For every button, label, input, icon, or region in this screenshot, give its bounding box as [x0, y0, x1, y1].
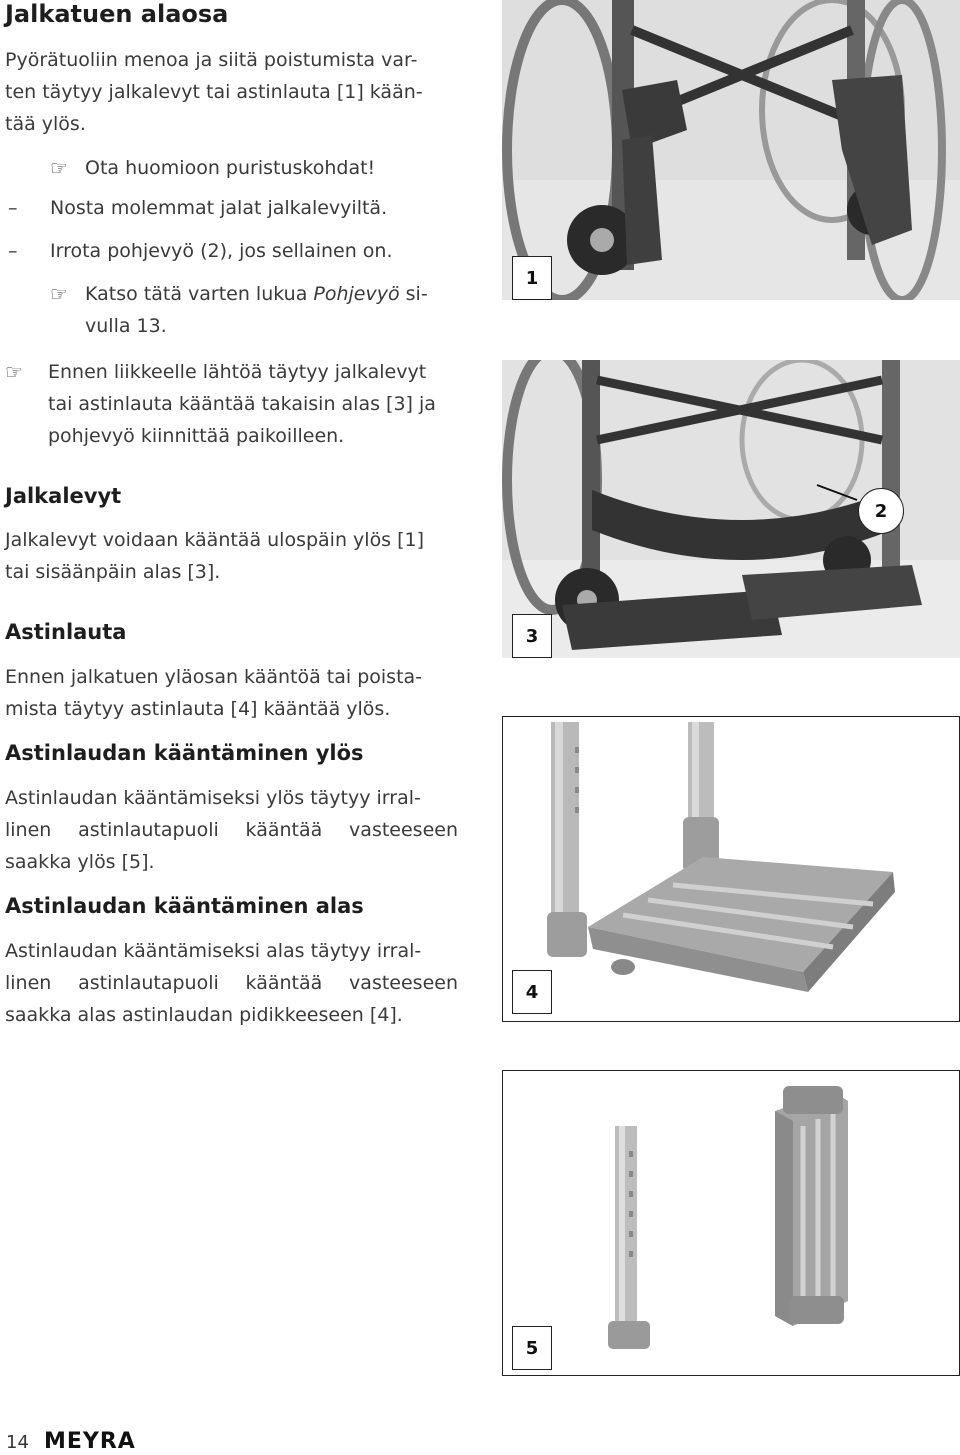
figure-1-photo — [502, 0, 960, 300]
meyra-logo: MEYRA — [44, 1429, 136, 1454]
step-remove-calf-strap: Irrota pohjevyö (2), jos sellainen on. — [50, 240, 393, 262]
turn-up-line-3: saakka ylös [5]. — [5, 851, 155, 873]
intro-line-1: Pyörätuoliin menoa ja siitä poistumista var- — [5, 49, 418, 71]
dash-bullet-icon: – — [8, 240, 18, 262]
figure-1-label: 1 — [512, 256, 552, 300]
jalkalevyt-line-2: tai sisäänpäin alas [3]. — [5, 561, 221, 583]
figure-5-frame — [502, 1070, 960, 1376]
turn-down-line-1: Astinlaudan kääntämiseksi alas täytyy irral- — [5, 940, 422, 962]
warning-line-3: pohjevyö kiinnittää paikoilleen. — [48, 425, 345, 447]
dash-bullet-icon: – — [8, 197, 18, 219]
figure-4-label: 4 — [512, 970, 552, 1014]
figure-3-label: 3 — [512, 614, 552, 658]
heading-turn-down: Astinlaudan kääntäminen alas — [5, 894, 364, 918]
note-see-chapter-italic: Pohjevyö — [313, 283, 400, 305]
step-lift-feet: Nosta molemmat jalat jalkalevyiltä. — [50, 197, 388, 219]
figure-5-label: 5 — [512, 1326, 552, 1370]
heading-turn-up: Astinlaudan kääntäminen ylös — [5, 741, 364, 765]
turn-up-line-1: Astinlaudan kääntämiseksi ylös täytyy irral- — [5, 787, 421, 809]
pointing-hand-icon: ☞ — [50, 282, 68, 306]
turn-down-line-3: saakka alas astinlaudan pidikkeeseen [4]. — [5, 1004, 403, 1026]
note-see-chapter — [85, 278, 428, 310]
pointing-hand-icon: ☞ — [5, 360, 23, 384]
note-see-chapter-page: vulla 13. — [85, 315, 167, 337]
intro-line-3: tää ylös. — [5, 113, 86, 135]
heading-astinlauta: Astinlauta — [5, 620, 127, 644]
figure-2-label: 2 — [858, 488, 904, 534]
page-title: Jalkatuen alaosa — [5, 0, 229, 28]
turn-down-line-2: linen astinlautapuoli kääntää vasteeseen — [5, 972, 458, 994]
note-see-chapter-pre: Katso tätä varten lukua — [85, 283, 314, 305]
turn-up-line-2: linen astinlautapuoli kääntää vasteeseen — [5, 819, 458, 841]
intro-line-2: ten täytyy jalkalevyt tai astinlauta [1] kään- — [5, 81, 423, 103]
page-number: 14 — [6, 1432, 29, 1453]
jalkalevyt-line-1: Jalkalevyt voidaan kääntää ulospäin ylös [1] — [5, 529, 425, 551]
warning-line-1: Ennen liikkeelle lähtöä täytyy jalkalevyt — [48, 361, 427, 383]
heading-jalkalevyt: Jalkalevyt — [5, 484, 122, 508]
astinlauta-line-2: mista täytyy astinlauta [4] kääntää ylös. — [5, 698, 391, 720]
astinlauta-line-1: Ennen jalkatuen yläosan kääntöä tai poista- — [5, 666, 423, 688]
pointing-hand-icon: ☞ — [50, 156, 68, 180]
note-clamping-points: Ota huomioon puristuskohdat! — [85, 157, 376, 179]
warning-line-2: tai astinlauta kääntää takaisin alas [3] ja — [48, 393, 436, 415]
figure-4-frame — [502, 716, 960, 1022]
note-see-chapter-post: si- — [399, 283, 428, 305]
